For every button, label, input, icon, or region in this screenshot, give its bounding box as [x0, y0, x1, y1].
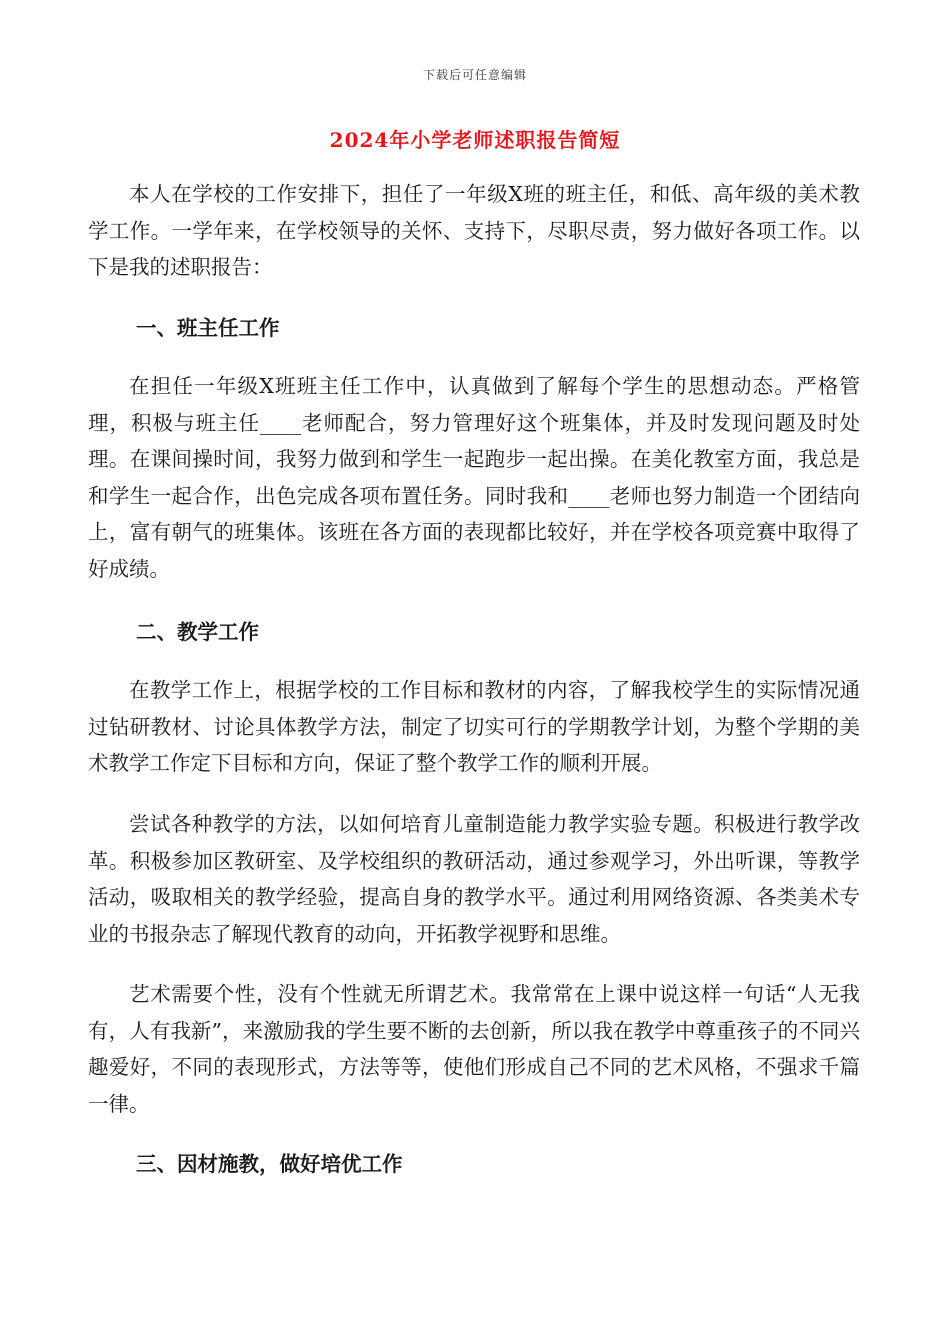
document-title: 2024年小学老师述职报告简短 — [329, 128, 621, 152]
section-heading-class-teacher: 一、班主任工作 — [136, 316, 280, 340]
paragraph-intro: 本人在学校的工作安排下，担任了一年级X班的班主任，和低、高年级的美术教学工作。一学年来，在学校领导的关怀、支持下，尽职尽责，努力做好各项工作。以下是我的述职报告： — [88, 182, 860, 279]
paragraph-class-work: 在担任一年级X班班主任工作中，认真做到了解每个学生的思想动态。严格管理，积极与班主任____老师配合，努力管理好这个班集体，并及时发现问题及时处理。在课间操时间，我努力做到和学生一起跑步一起出操。在美化教室方面，我总是和学生一起合作，出色完成各项布置任务。同时我和____老师也努力制造一个团结向上，富有朝气的班集体。该班在各方面的表现都比较好，并在学校各项竞赛中取得了好成绩。 — [88, 374, 860, 581]
paragraph-teaching-2: 尝试各种教学的方法，以如何培育儿童制造能力教学实验专题。积极进行教学改革。积极参加区教研室、及学校组织的教研活动，通过参观学习，外出听课，等教学活动，吸取相关的教学经验，提高自身的教学水平。通过利用网络资源、各类美术专业的书报杂志了解现代教育的动向，开拓教学视野和思维。 — [88, 812, 860, 946]
section-heading-individual-teaching: 三、因材施教，做好培优工作 — [136, 1152, 403, 1176]
section-heading-teaching: 二、教学工作 — [136, 620, 259, 644]
paragraph-teaching-1: 在教学工作上，根据学校的工作目标和教材的内容，了解我校学生的实际情况通过钻研教材、讨论具体教学方法，制定了切实可行的学期教学计划，为整个学期的美术教学工作定下目标和方向，保证了整个教学工作的顺利开展。 — [88, 678, 860, 775]
header-note: 下载后可任意编辑 — [422, 68, 527, 82]
paragraph-teaching-3: 艺术需要个性，没有个性就无所谓艺术。我常常在上课中说这样一句话“人无我有，人有我新”，来激励我的学生要不断的去创新，所以我在教学中尊重孩子的不同兴趣爱好，不同的表现形式，方法等等，使他们形成自己不同的艺术风格，不强求千篇一律。 — [88, 982, 860, 1116]
